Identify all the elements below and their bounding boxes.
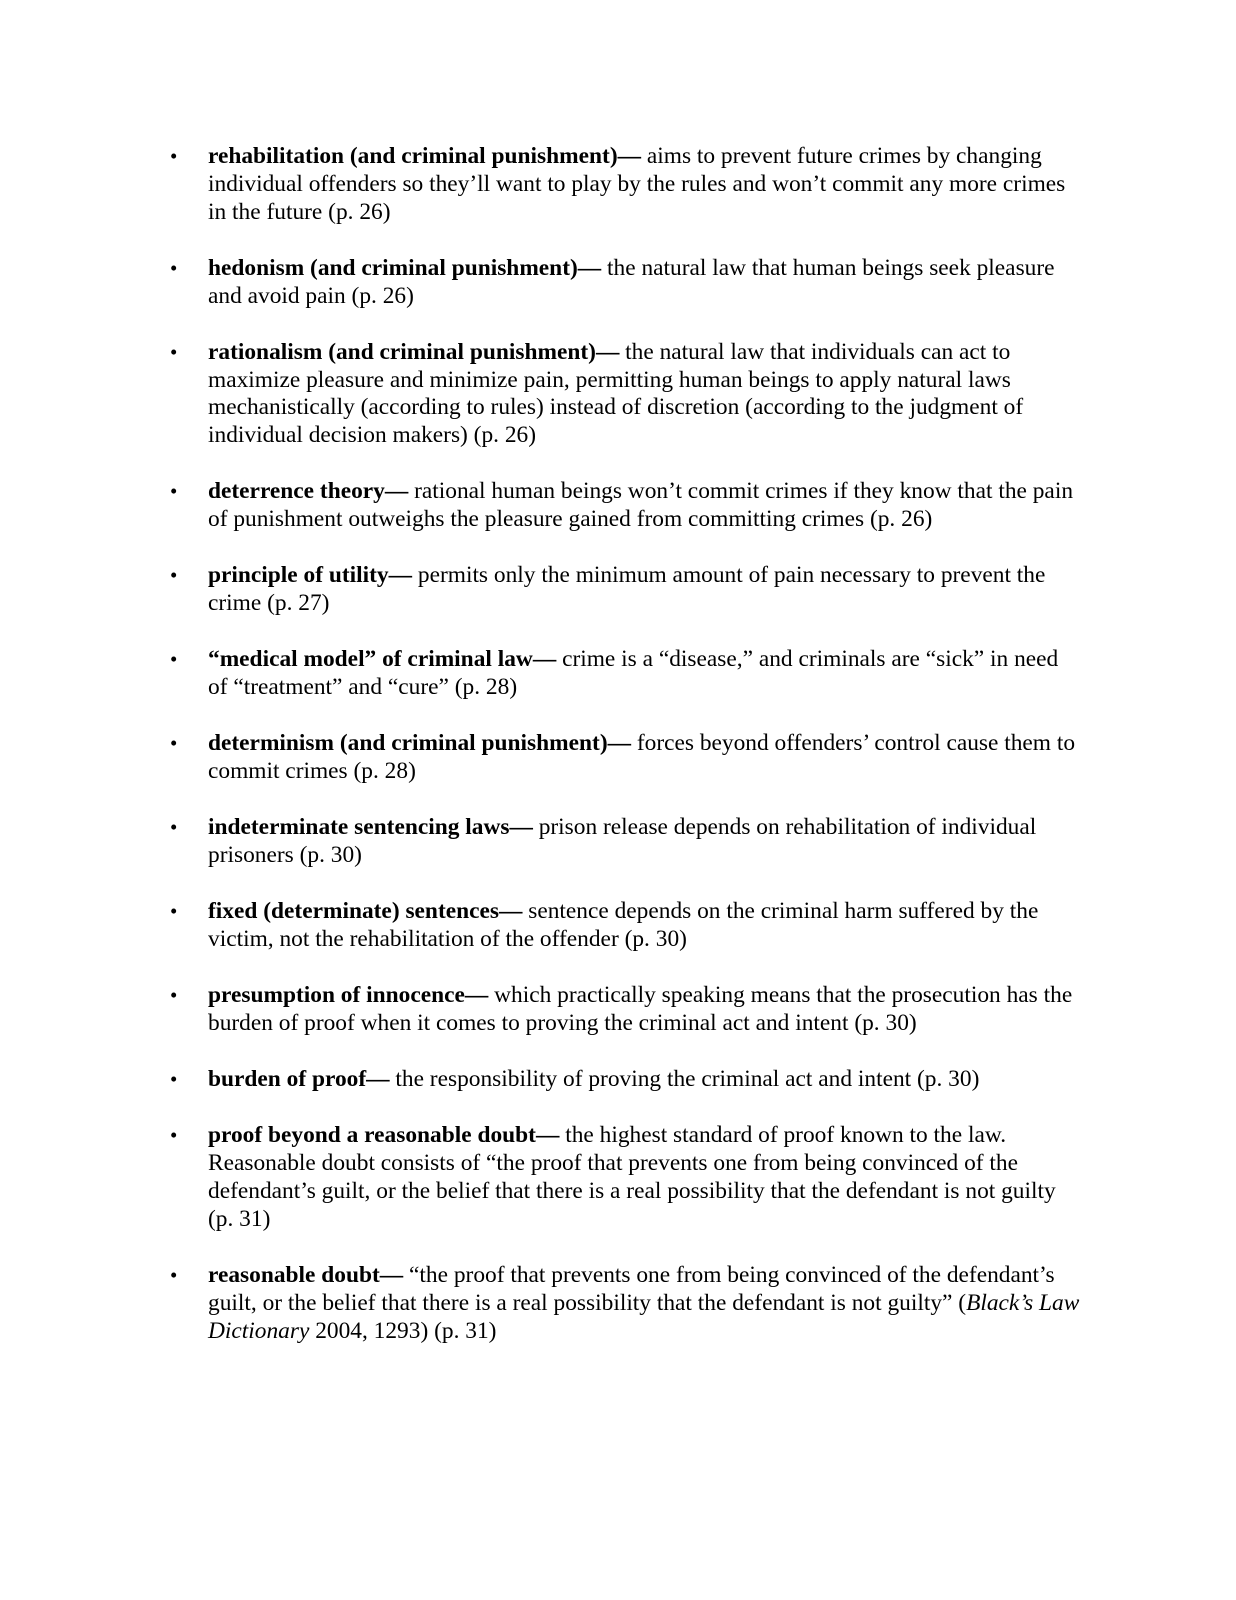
glossary-definition: which practically speaking means that the prosecution has the burden of proof when it comes to proving the criminal act and intent (p. 30)	[208, 982, 1073, 1037]
em-dash: —	[595, 338, 620, 365]
glossary-term: indeterminate sentencing laws	[208, 814, 510, 841]
em-dash: —	[532, 646, 557, 673]
glossary-term: fixed (determinate) sentences	[208, 898, 499, 925]
glossary-term: determinism (and criminal punishment)	[208, 730, 608, 757]
glossary-definition: the natural law that individuals can act to maximize pleasure and minimize pain, permitting human beings to apply natural laws mechanistically (according to rules) instead of discretion (according to the judgment of individual decision makers) (p. 26)	[208, 338, 1024, 449]
glossary-definition: the responsibility of proving the criminal act and intent (p. 30)	[389, 1066, 980, 1093]
glossary-definition: “the proof that prevents one from being convinced of the defendant’s guilt, or the belief that there is a real possibility that the defendant is not guilty” (	[208, 1262, 1055, 1316]
bullet-icon: •	[170, 899, 178, 924]
glossary-term: deterrence theory	[208, 478, 385, 505]
glossary-term: reasonable doubt	[208, 1262, 380, 1288]
list-item	[170, 898, 1080, 954]
list-item	[170, 339, 1080, 450]
em-dash: —	[464, 982, 489, 1009]
glossary-definition: the natural law that human beings seek pleasure and avoid pain (p. 26)	[208, 254, 1055, 309]
glossary-term: rationalism (and criminal punishment)	[208, 338, 596, 365]
bullet-icon: •	[170, 1123, 178, 1148]
em-dash: —	[607, 730, 631, 757]
list-item	[170, 1066, 1080, 1094]
list-item	[170, 1122, 1080, 1233]
glossary-definition: prison release depends on rehabilitation of individual prisoners (p. 30)	[208, 814, 1037, 869]
glossary-definition: sentence depends on the criminal harm suffered by the victim, not the rehabilitation of the offender (p. 30)	[208, 898, 1039, 953]
bullet-icon: •	[170, 339, 178, 364]
list-item	[170, 1262, 1080, 1345]
bullet-icon: •	[170, 479, 178, 504]
em-dash: —	[388, 562, 413, 589]
glossary-list	[170, 143, 1080, 1374]
em-dash: —	[384, 478, 409, 505]
list-item	[170, 730, 1080, 786]
em-dash: —	[499, 898, 523, 925]
em-dash: —	[366, 1066, 390, 1093]
bullet-icon: •	[170, 731, 178, 756]
glossary-term: rehabilitation (and criminal punishment)	[208, 143, 618, 169]
em-dash: —	[617, 143, 642, 169]
bullet-icon: •	[170, 255, 178, 280]
glossary-term: “medical model” of criminal law	[208, 646, 533, 673]
list-item	[170, 982, 1080, 1038]
glossary-definition: crime is a “disease,” and criminals are “sick” in need of “treatment” and “cure” (p. 28)	[208, 646, 1059, 701]
bullet-icon: •	[170, 815, 178, 840]
glossary-definition: aims to prevent future crimes by changing individual offenders so they’ll want to play by the rules and won’t commit any more crimes in the future (p. 26)	[208, 143, 1066, 225]
glossary-definition: permits only the minimum amount of pain necessary to prevent the crime (p. 27)	[208, 562, 1046, 617]
glossary-definition: rational human beings won’t commit crimes if they know that the pain of punishment outweighs the pleasure gained from committing crimes (p. 26)	[208, 478, 1074, 533]
bullet-icon: •	[170, 1263, 178, 1287]
citation-title: Black’s Law Dictionary	[208, 1289, 1080, 1344]
glossary-term: principle of utility	[208, 562, 389, 589]
bullet-icon: •	[170, 144, 178, 168]
list-item	[170, 646, 1080, 702]
bullet-icon: •	[170, 1067, 178, 1092]
em-dash: —	[535, 1122, 560, 1149]
glossary-term: presumption of innocence	[208, 982, 465, 1009]
em-dash: —	[379, 1262, 404, 1288]
bullet-icon: •	[170, 983, 178, 1008]
list-item	[170, 562, 1080, 618]
citation-tail: 2004, 1293) (p. 31)	[309, 1317, 497, 1344]
glossary-term: proof beyond a reasonable doubt	[208, 1122, 536, 1149]
list-item	[170, 255, 1080, 311]
glossary-term: hedonism (and criminal punishment)	[208, 254, 578, 281]
bullet-icon: •	[170, 563, 178, 588]
glossary-definition: the highest standard of proof known to the law. Reasonable doubt consists of “the proof that prevents one from being convinced of the defendant’s guilt, or the belief that there is a real possibility that the defendant is not guilty (p. 31)	[208, 1122, 1056, 1232]
list-item	[170, 814, 1080, 870]
list-item	[170, 143, 1080, 226]
glossary-term: burden of proof	[208, 1066, 367, 1093]
list-item	[170, 478, 1080, 534]
em-dash: —	[577, 254, 602, 281]
glossary-definition: forces beyond offenders’ control cause them to commit crimes (p. 28)	[208, 730, 1076, 785]
em-dash: —	[509, 814, 533, 841]
bullet-icon: •	[170, 647, 178, 672]
